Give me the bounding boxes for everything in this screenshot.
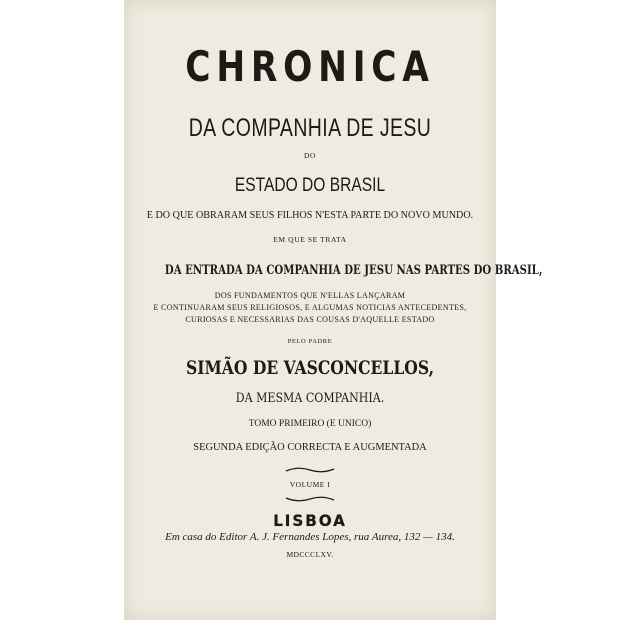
publication-year: MDCCCLXV. bbox=[286, 550, 334, 559]
obraram-line: E DO QUE OBRARAM SEUS FILHOS N'ESTA PARTE DO NOVO MUNDO. bbox=[146, 209, 474, 221]
pelo-padre-line: PELO PADRE bbox=[287, 338, 333, 345]
description-line-2: E CONTINUARAM SEUS RELIGIOSOS, E ALGUMAS NOTICIAS ANTECEDENTES, bbox=[153, 302, 467, 312]
connector-do: DO bbox=[303, 151, 317, 160]
description-line-1: DOS FUNDAMENTOS QUE N'ELLAS LANÇARAM bbox=[214, 290, 406, 300]
entrada-line: DA ENTRADA DA COMPANHIA DE JESU NAS PARTES DO BRASIL, bbox=[164, 263, 543, 278]
title-page bbox=[124, 0, 543, 620]
edition-line: SEGUNDA EDIÇÃO CORRECTA E AUGMENTADA bbox=[193, 441, 427, 453]
book-subtitle: DA COMPANHIA DE JESU bbox=[188, 114, 432, 142]
estado-line: ESTADO DO BRASIL bbox=[234, 175, 386, 196]
tomo-line: TOMO PRIMEIRO (E UNICO) bbox=[248, 419, 372, 429]
city-imprint: LISBOA bbox=[273, 511, 347, 530]
author-affiliation: DA MESMA COMPANHIA. bbox=[235, 391, 385, 406]
ornament-bottom-icon bbox=[284, 494, 336, 504]
author-name: SIMÃO DE VASCONCELLOS, bbox=[186, 357, 434, 379]
ornament-top-icon bbox=[284, 465, 336, 475]
book-title: CHRONICA bbox=[185, 42, 435, 91]
description-line-3: CURIOSAS E NECESSARIAS DAS COUSAS D'AQUELLE ESTADO bbox=[185, 314, 435, 324]
volume-label: VOLUME I bbox=[289, 480, 331, 489]
em-que-line: EM QUE SE TRATA bbox=[273, 235, 347, 244]
publisher-line: Em casa do Editor A. J. Fernandes Lopes, rua Aurea, 132 — 134. bbox=[165, 531, 455, 543]
